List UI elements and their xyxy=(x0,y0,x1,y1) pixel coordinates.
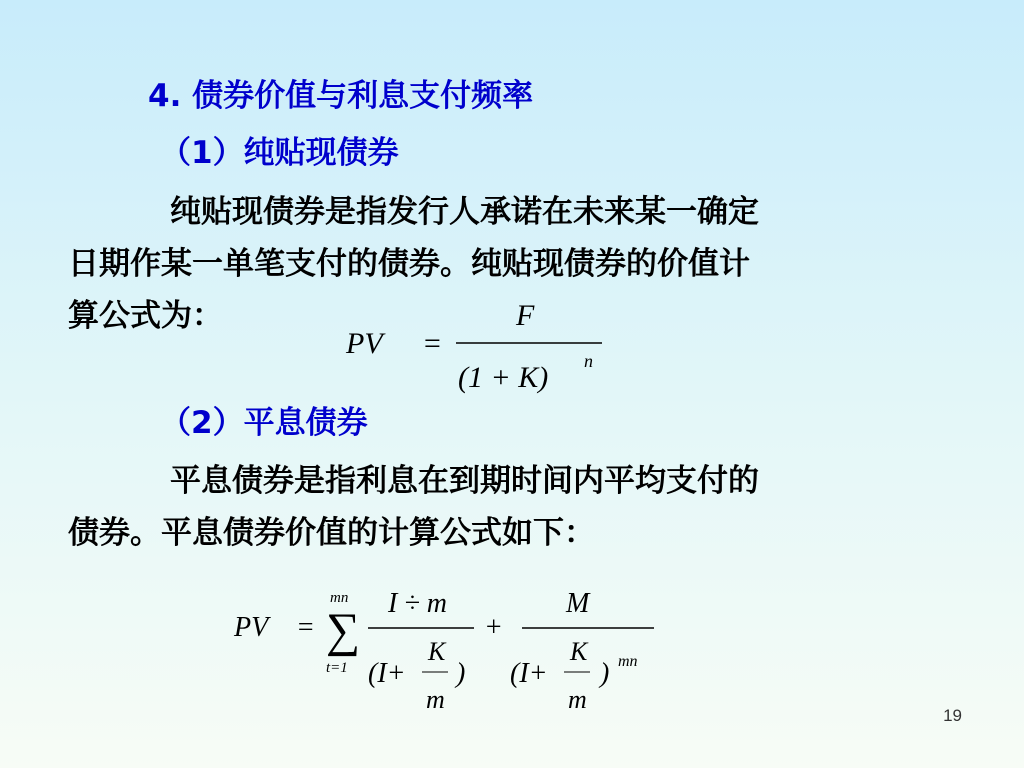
page-number: 19 xyxy=(943,706,962,725)
term2-inner-numerator: K xyxy=(570,637,588,666)
formula-plus: + xyxy=(484,612,503,643)
term2-numerator: M xyxy=(566,588,590,619)
term1-inner-denominator: m xyxy=(426,685,445,714)
sum-lower-limit: t=1 xyxy=(326,660,348,676)
paragraph-level-coupon xyxy=(68,455,958,559)
term2-paren-open: (I+ xyxy=(510,658,548,689)
formula-lhs: PV xyxy=(234,612,269,643)
formula-level-coupon xyxy=(222,578,692,723)
paragraph-line: 日期作某一单笔支付的债券。纯贴现债券的价值计 xyxy=(68,246,750,282)
term2-paren-close: ) xyxy=(600,658,610,689)
term1-numerator: I ÷ m xyxy=(388,588,447,619)
term2-inner-denominator: m xyxy=(568,685,587,714)
sum-symbol: ∑ xyxy=(326,604,361,657)
formula-pure-discount xyxy=(330,295,630,405)
term1-paren-open: (I+ xyxy=(368,658,406,689)
term1-paren-close: ) xyxy=(456,658,466,689)
formula-exponent: n xyxy=(584,351,593,371)
formula-numerator: F xyxy=(516,299,535,332)
paragraph-line: 平息债券是指利息在到期时间内平均支付的 xyxy=(170,463,759,499)
formula-lhs: PV xyxy=(346,327,383,360)
formula-equals: = xyxy=(296,612,315,643)
slide-title: 4. 债券价值与利息支付频率 xyxy=(148,78,534,114)
formula-denominator: (1 + K) xyxy=(458,361,549,394)
section-heading-level-coupon: （2）平息债券 xyxy=(160,405,368,441)
formula-pure-discount-svg xyxy=(330,295,630,405)
paragraph-line: 纯贴现债券是指发行人承诺在未来某一确定 xyxy=(170,194,759,230)
paragraph-line: 债券。平息债券价值的计算公式如下： xyxy=(68,515,595,551)
paragraph-line: 算公式为： xyxy=(68,298,223,334)
sum-upper-limit: mn xyxy=(330,590,349,606)
formula-equals: = xyxy=(422,327,443,360)
formula-level-coupon-svg xyxy=(222,578,692,723)
term1-inner-numerator: K xyxy=(428,637,446,666)
section-heading-pure-discount: （1）纯贴现债券 xyxy=(160,135,399,171)
term2-exponent: mn xyxy=(618,653,638,670)
